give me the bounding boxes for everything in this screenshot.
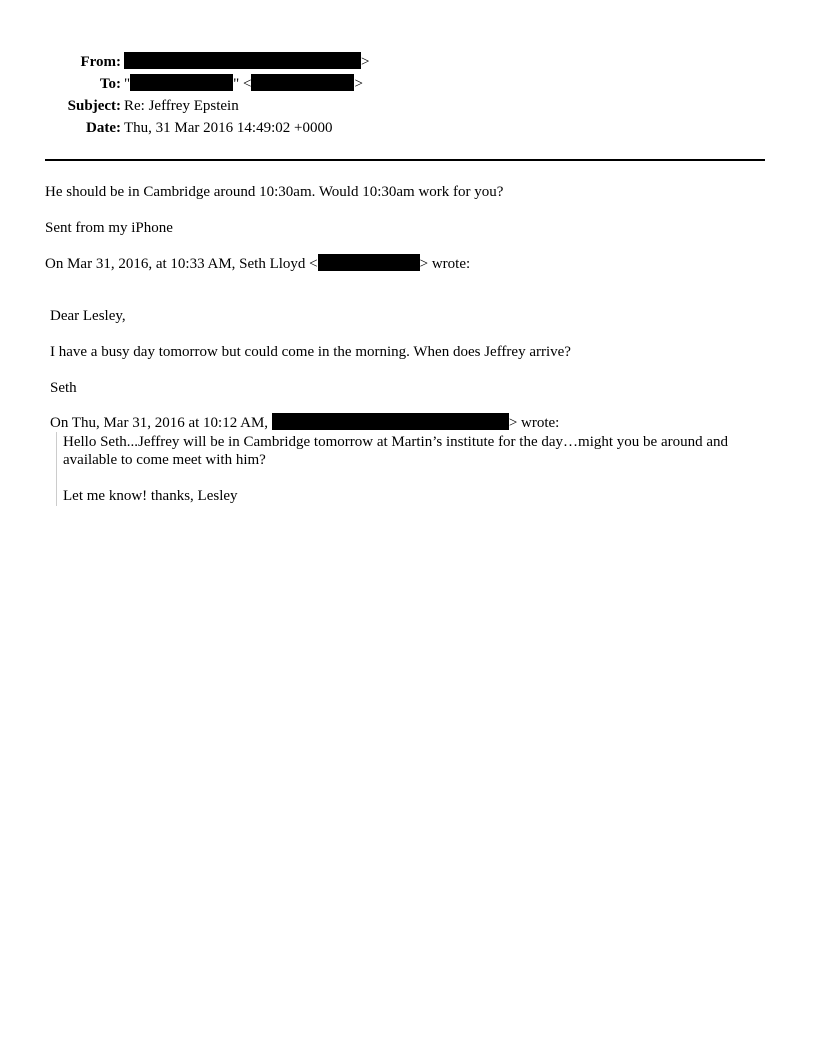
redaction-block	[272, 413, 509, 430]
reply-attribution	[45, 254, 470, 274]
nested-quote-closing: Let me know! thanks, Lesley	[63, 488, 238, 504]
from-suffix: >	[361, 54, 370, 70]
quoted-signature: Seth	[50, 380, 77, 396]
redaction-block	[251, 74, 354, 91]
attribution-suffix: > wrote:	[419, 256, 471, 272]
to-value	[124, 74, 363, 94]
reply-line-1: He should be in Cambridge around 10:30am. Would 10:30am work for you?	[45, 184, 504, 200]
subject-value: Re: Jeffrey Epstein	[124, 98, 239, 114]
to-mid: " <	[233, 76, 252, 92]
from-label: From:	[80, 54, 121, 70]
quoted-text: I have a busy day tomorrow but could come in the morning. When does Jeffrey arrive?	[50, 344, 571, 360]
attribution-prefix: On Thu, Mar 31, 2016 at 10:12 AM,	[50, 415, 269, 431]
date-value: Thu, 31 Mar 2016 14:49:02 +0000	[124, 120, 333, 136]
quote-bar	[56, 432, 57, 506]
quoted-greeting: Dear Lesley,	[50, 308, 126, 324]
attribution-prefix: On Mar 31, 2016, at 10:33 AM, Seth Lloyd <	[45, 256, 318, 272]
header-divider	[45, 159, 765, 161]
from-value	[124, 52, 369, 72]
nested-quote-text: Hello Seth...Jeffrey will be in Cambridge tomorrow at Martin’s institute for the day…might you be around and available to come meet with him?	[63, 434, 729, 468]
to-label: To:	[99, 76, 121, 92]
reply-signature: Sent from my iPhone	[45, 220, 173, 236]
date-label: Date:	[86, 120, 121, 136]
redaction-block	[318, 254, 420, 271]
quoted-attribution	[50, 413, 559, 433]
subject-label: Subject:	[67, 98, 121, 114]
to-open-quote: "	[124, 76, 131, 92]
redaction-block	[130, 74, 233, 91]
attribution-suffix: > wrote:	[508, 415, 560, 431]
redaction-block	[124, 52, 361, 69]
to-suffix: >	[354, 76, 363, 92]
